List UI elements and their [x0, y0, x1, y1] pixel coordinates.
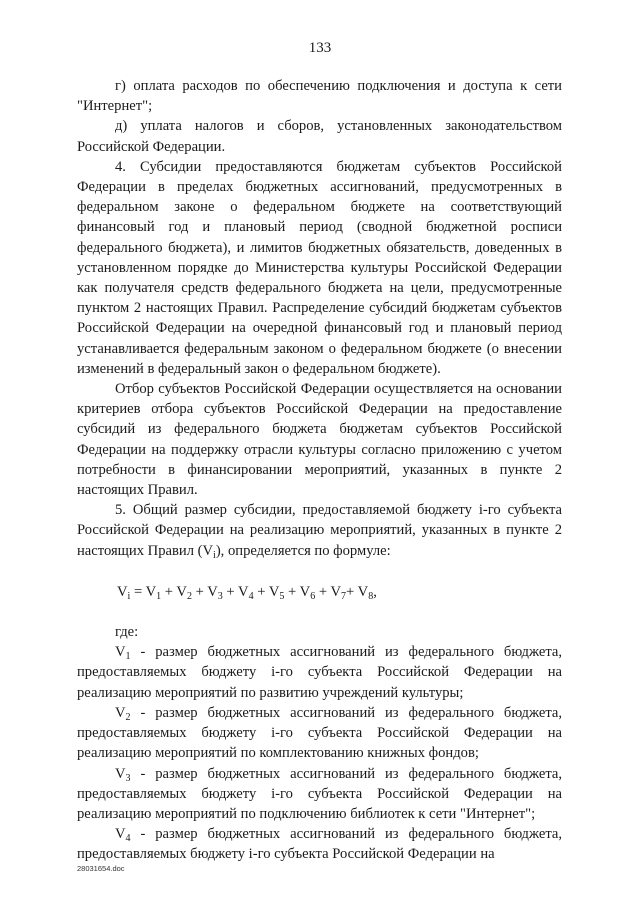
formula-term-subscript: 4	[248, 590, 254, 602]
formula-lhs-subscript: i	[127, 590, 131, 602]
formula-term-subscript: 1	[156, 590, 162, 602]
formula-operator: +	[284, 583, 300, 600]
paragraph-selection: Отбор субъектов Российской Федерации осуществляется на основании критериев отбора субъектов Российской Федерации на предоставление субсидий из федерального бюджета бюджетам субъектов Российской Федерации на поддержку отрасли культуры согласно приложению с учетом потребности в финансировании мероприятий, указанных в пункте 2 настоящих Правил.	[77, 381, 562, 499]
definition-item	[77, 642, 562, 703]
formula-term: V	[299, 583, 311, 600]
formula-operator: +	[191, 583, 208, 600]
formula-operator: +	[161, 583, 177, 600]
formula-term-subscript: 2	[186, 590, 192, 602]
document-body	[77, 76, 562, 865]
formula-term: V	[238, 583, 249, 600]
definition-variable: V	[115, 765, 126, 782]
paragraph-g: г) оплата расходов по обеспечению подключения и доступа к сети "Интернет";	[77, 78, 562, 115]
where-label: где:	[115, 624, 139, 641]
paragraph-5-subscript: i	[213, 549, 216, 561]
formula-term-subscript: 6	[310, 590, 316, 602]
formula-term: V	[145, 583, 157, 600]
definitions-list	[77, 642, 562, 864]
formula-term-subscript: 5	[279, 590, 285, 602]
definition-variable: V	[115, 644, 126, 661]
formula-operator: +	[222, 583, 239, 600]
definition-subscript: 4	[125, 833, 131, 845]
page-number: 133	[308, 40, 332, 56]
definition-item	[77, 764, 562, 825]
formula-operator: +	[315, 583, 331, 600]
paragraph-5	[77, 500, 562, 561]
formula-term: V	[268, 583, 280, 600]
definition-subscript: 2	[125, 711, 131, 723]
formula-lhs: V	[117, 583, 128, 600]
formula-operator: +	[253, 583, 269, 600]
formula-term-subscript: 8	[368, 590, 374, 602]
formula-term: V	[176, 583, 187, 600]
formula-term: V	[357, 583, 369, 600]
file-name-footer: 28031654.doc	[77, 864, 125, 873]
paragraph-5-text: 5. Общий размер субсидии, предоставляемой бюджету i-го субъекта Российской Федерации на реализацию мероприятий, указанных в пункте 2 настоящих Правил (V	[77, 502, 562, 559]
definition-subscript: 3	[125, 772, 131, 784]
definition-subscript: 1	[125, 651, 131, 663]
paragraph-d: д) уплата налогов и сборов, установленных законодательством Российской Федерации.	[77, 118, 562, 155]
definition-variable: V	[115, 826, 126, 843]
paragraph-4: 4. Субсидии предоставляются бюджетам субъектов Российской Федерации в пределах бюджетных ассигнований, предусмотренных в федеральном законе о федеральном бюджете на соответствующий финансовый год и плановый период (сводной бюджетной росписи федерального бюджета), и лимитов бюджетных обязательств, доведенных в установленном порядке до Министерства культуры Российской Федерации как получателя средств федерального бюджета на цели, предусмотренные пунктом 2 настоящих Правил. Распределение субсидий бюджетам субъектов Российской Федерации на очередной финансовый год и плановый период устанавливается федеральным законом о федеральном бюджете (о внесении изменений в федеральный закон о федеральном бюджете).	[77, 158, 562, 377]
formula-term-subscript: 7	[341, 590, 347, 602]
formula-operator: +	[346, 583, 358, 600]
definition-variable: V	[115, 704, 126, 721]
formula-term-subscript: 3	[217, 590, 223, 602]
formula	[77, 582, 562, 602]
formula-terms	[146, 584, 377, 600]
formula-term: V	[330, 583, 342, 600]
definition-item	[77, 824, 562, 864]
definition-text: - размер бюджетных ассигнований из федерального бюджета, предоставляемых бюджету i-го субъекта Российской Федерации на реализацию мероприятий по подключению библиотек к сети "Интернет";	[77, 765, 562, 822]
formula-term: V	[207, 583, 218, 600]
formula-equals: =	[130, 583, 146, 600]
definition-item	[77, 703, 562, 764]
formula-operator: ,	[373, 583, 377, 600]
paragraph-5-tail: ), определяется по формуле:	[215, 542, 391, 559]
definition-text: - размер бюджетных ассигнований из федерального бюджета, предоставляемых бюджету i-го субъекта Российской Федерации на	[77, 826, 562, 863]
definition-text: - размер бюджетных ассигнований из федерального бюджета, предоставляемых бюджету i-го субъекта Российской Федерации на реализацию мероприятий по комплектованию книжных фондов;	[77, 704, 562, 762]
definition-text: - размер бюджетных ассигнований из федерального бюджета, предоставляемых бюджету i-го субъекта Российской Федерации на реализацию мероприятий по развитию учреждений культуры;	[77, 644, 562, 701]
